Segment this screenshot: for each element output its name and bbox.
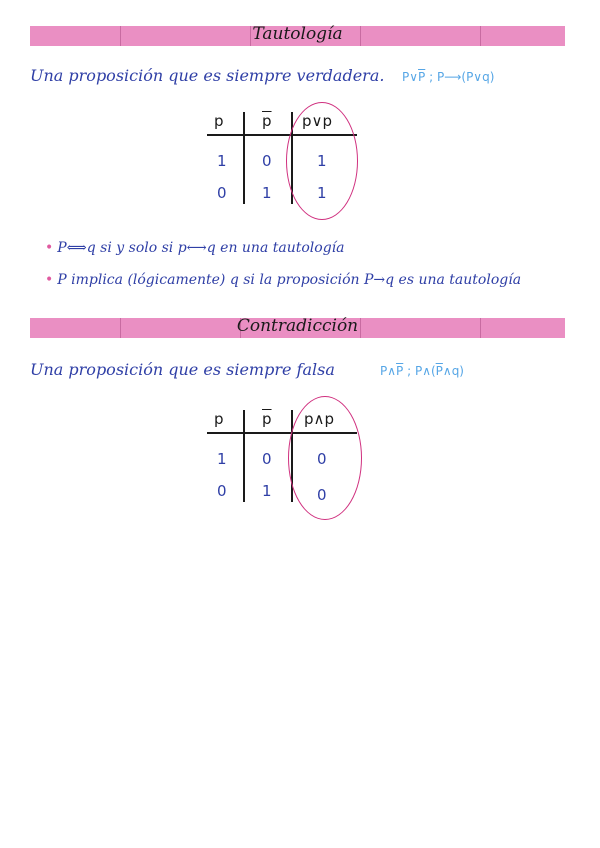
table-cell: 0	[217, 482, 227, 500]
bullet-dot: •	[45, 240, 54, 256]
tautologia-definition: Una proposición que es siempre verdadera.	[30, 66, 385, 85]
table-cell: 0	[317, 486, 327, 504]
highlight-ellipse	[286, 102, 358, 220]
table-rule	[243, 410, 245, 502]
table-cell: 1	[317, 152, 327, 170]
formula-part: ∧q)	[442, 364, 464, 378]
table-cell: 1	[217, 450, 227, 468]
formula-part: P∧	[380, 364, 397, 378]
table-rule	[243, 112, 245, 204]
contradiccion-formula	[380, 364, 464, 378]
tautologia-bullet	[45, 272, 521, 288]
tautologia-bullet	[45, 240, 344, 256]
contradiccion-banner	[30, 318, 565, 338]
table-cell: 0	[262, 152, 272, 170]
formula-part: ; P⟶(P∨q)	[425, 70, 495, 84]
table-cell: 0	[317, 450, 327, 468]
bullet-dot: •	[45, 272, 54, 288]
contradiccion-title: Contradicción	[236, 316, 359, 336]
tautologia-title: Tautología	[252, 24, 343, 44]
table-header: $\overline{p}$	[262, 410, 272, 428]
table-cell: 1	[217, 152, 227, 170]
table-cell: 1	[262, 482, 272, 500]
table-cell: 0	[262, 450, 272, 468]
formula-part-negated: $\overline{P}$	[396, 364, 404, 378]
table-cell: 0	[217, 184, 227, 202]
formula-part: P∨	[402, 70, 419, 84]
bullet-text: P⟺q si y solo si p⟷q en una tautología	[57, 240, 345, 256]
table-header: p	[214, 112, 224, 130]
contradiccion-definition: Una proposición que es siempre falsa	[30, 360, 335, 379]
table-header: p	[214, 410, 224, 428]
formula-part-negated: $\overline{P}$	[435, 364, 443, 378]
highlight-ellipse	[288, 396, 362, 520]
table-header: p∨p	[302, 112, 333, 130]
bullet-text: P implica (lógicamente) q si la proposición P→q es una tautología	[57, 272, 522, 288]
tautologia-formula	[402, 70, 494, 84]
table-header: p∧p	[304, 410, 335, 428]
formula-part-negated: $\overline{P}$	[418, 70, 426, 84]
table-cell: 1	[317, 184, 327, 202]
formula-part: ; P∧(	[403, 364, 436, 378]
tautologia-banner	[30, 26, 565, 46]
table-header: $\overline{p}$	[262, 112, 272, 130]
table-cell: 1	[262, 184, 272, 202]
